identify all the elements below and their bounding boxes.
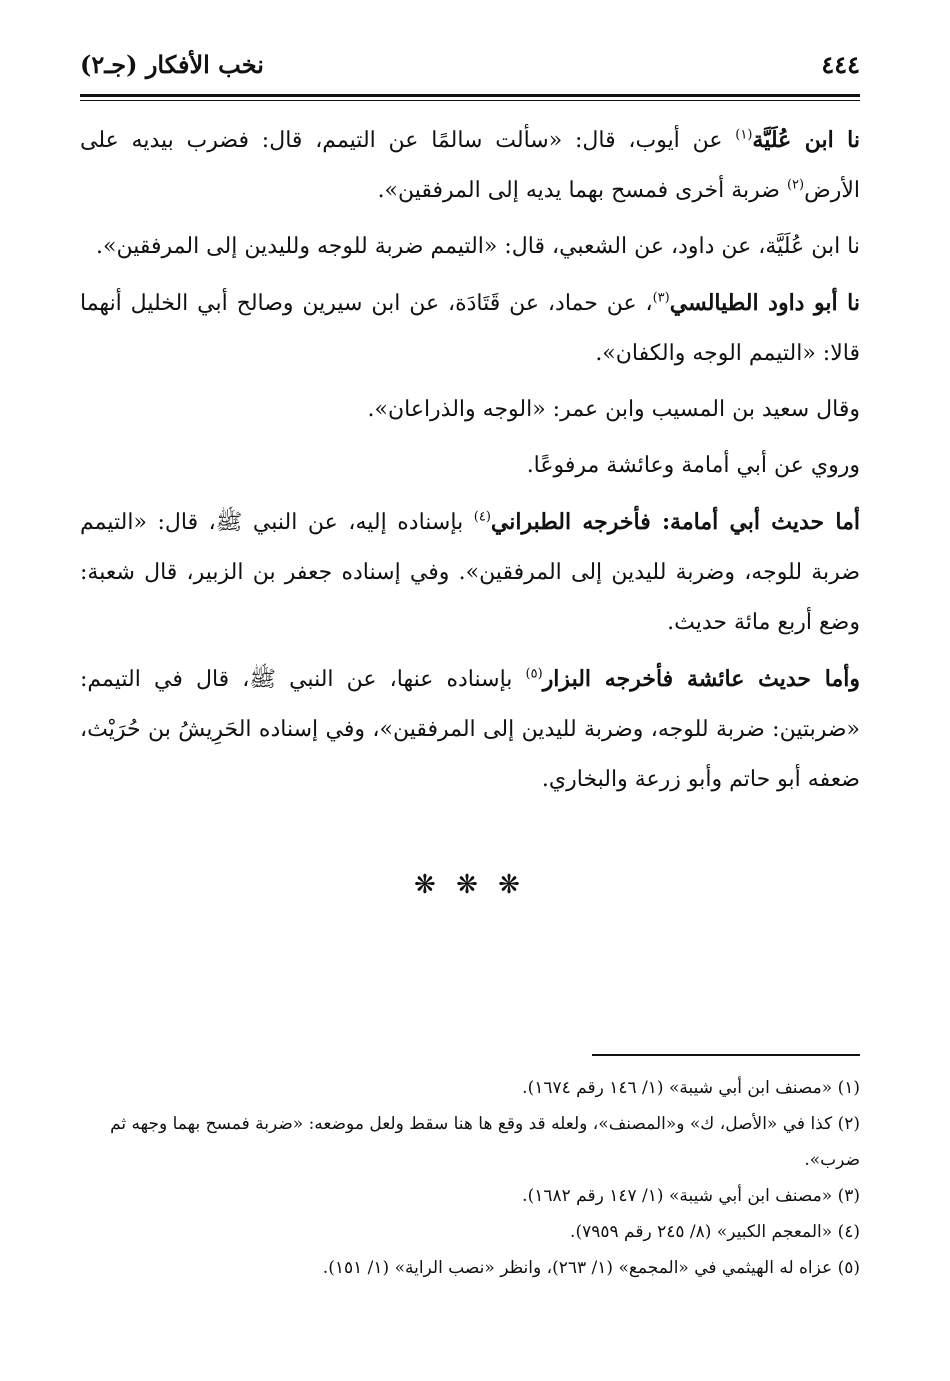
footnote-ref: (١) — [735, 127, 753, 143]
footnote-ref: (٢) — [786, 177, 805, 193]
paragraph-lead: نا ابن عُلَيَّة — [752, 127, 860, 153]
paragraph — [80, 278, 860, 379]
main-text — [80, 115, 860, 811]
footnote: (١) «مصنف ابن أبي شيبة» (١/ ١٤٦ رقم ١٦٧٤). — [522, 1078, 860, 1098]
footnote-ref: (٥) — [525, 666, 543, 682]
paragraph-text: بإسناده عنها، عن النبي ﷺ، قال في التيمم: «ضربتين: ضربة للوجه، وضربة لليدين إلى المرفقين»، وفي إسناده الحَرِيشُ بن حُرَيْث، ضعفه أبو حاتم وأبو زرعة والبخاري. — [80, 667, 860, 792]
footnote-ref: (٣) — [652, 290, 670, 306]
footnote: (٤) «المعجم الكبير» (٨/ ٢٤٥ رقم ٧٩٥٩). — [570, 1222, 860, 1242]
header-rule — [80, 94, 860, 97]
footnote-ref: (٤) — [473, 509, 491, 525]
paragraph — [80, 115, 860, 216]
paragraph-lead: نا أبو داود الطيالسي — [669, 290, 861, 316]
paragraph-text: ضربة أخرى فمسح بهما يديه إلى المرفقين». — [377, 178, 787, 203]
paragraph — [80, 441, 860, 491]
paragraph-text: وقال سعيد بن المسيب وابن عمر: «الوجه والذراعان». — [367, 397, 860, 422]
paragraph — [80, 385, 860, 435]
paragraph-text: ، عن حماد، عن قَتَادَة، عن ابن سيرين وصالح أبي الخليل أنهما قالا: «التيمم الوجه والكفان». — [80, 291, 860, 366]
paragraph — [80, 654, 860, 805]
page-header — [80, 50, 860, 90]
book-title: نخب الأفكار (جـ٢) — [80, 50, 264, 79]
paragraph-lead: أما حديث أبي أمامة: فأخرجه الطبراني — [490, 509, 860, 535]
section-separator: ❋ ❋ ❋ — [414, 870, 526, 900]
footnotes — [80, 1070, 860, 1286]
footnote: (٥) عزاه له الهيثمي في «المجمع» (١/ ٢٦٣)، وانظر «نصب الراية» (١/ ١٥١). — [322, 1258, 860, 1278]
paragraph-text: بإسناده إليه، عن النبي ﷺ، قال: «التيمم ضربة للوجه، وضربة لليدين إلى المرفقين». وفي إسناده جعفر بن الزبير، قال شعبة: وضع أربع مائة حديث. — [80, 510, 860, 635]
page — [80, 40, 860, 1340]
paragraph-text: نا ابن عُلَيَّة، عن داود، عن الشعبي، قال: «التيمم ضربة للوجه ولليدين إلى المرفقين». — [96, 234, 860, 259]
paragraph-text: عن أيوب، قال: «سألت سالمًا عن التيمم، قال: فضرب بيديه على الأرض — [80, 128, 860, 203]
paragraph-lead: وأما حديث عائشة فأخرجه البزار — [542, 666, 861, 692]
page-number: ٤٤٤ — [821, 50, 860, 79]
footnote: (٢) كذا في «الأصل، ك» و«المصنف»، ولعله قد وقع ها هنا سقط ولعل موضعه: «ضربة فمسح بهما وجهه ثم ضرب». — [110, 1114, 860, 1170]
footnote-rule — [592, 1054, 860, 1056]
paragraph-text: وروي عن أبي أمامة وعائشة مرفوعًا. — [526, 453, 860, 478]
paragraph — [80, 222, 860, 272]
footnote: (٣) «مصنف ابن أبي شيبة» (١/ ١٤٧ رقم ١٦٨٢). — [522, 1186, 860, 1206]
paragraph — [80, 497, 860, 648]
header-rule-thin — [80, 100, 860, 101]
